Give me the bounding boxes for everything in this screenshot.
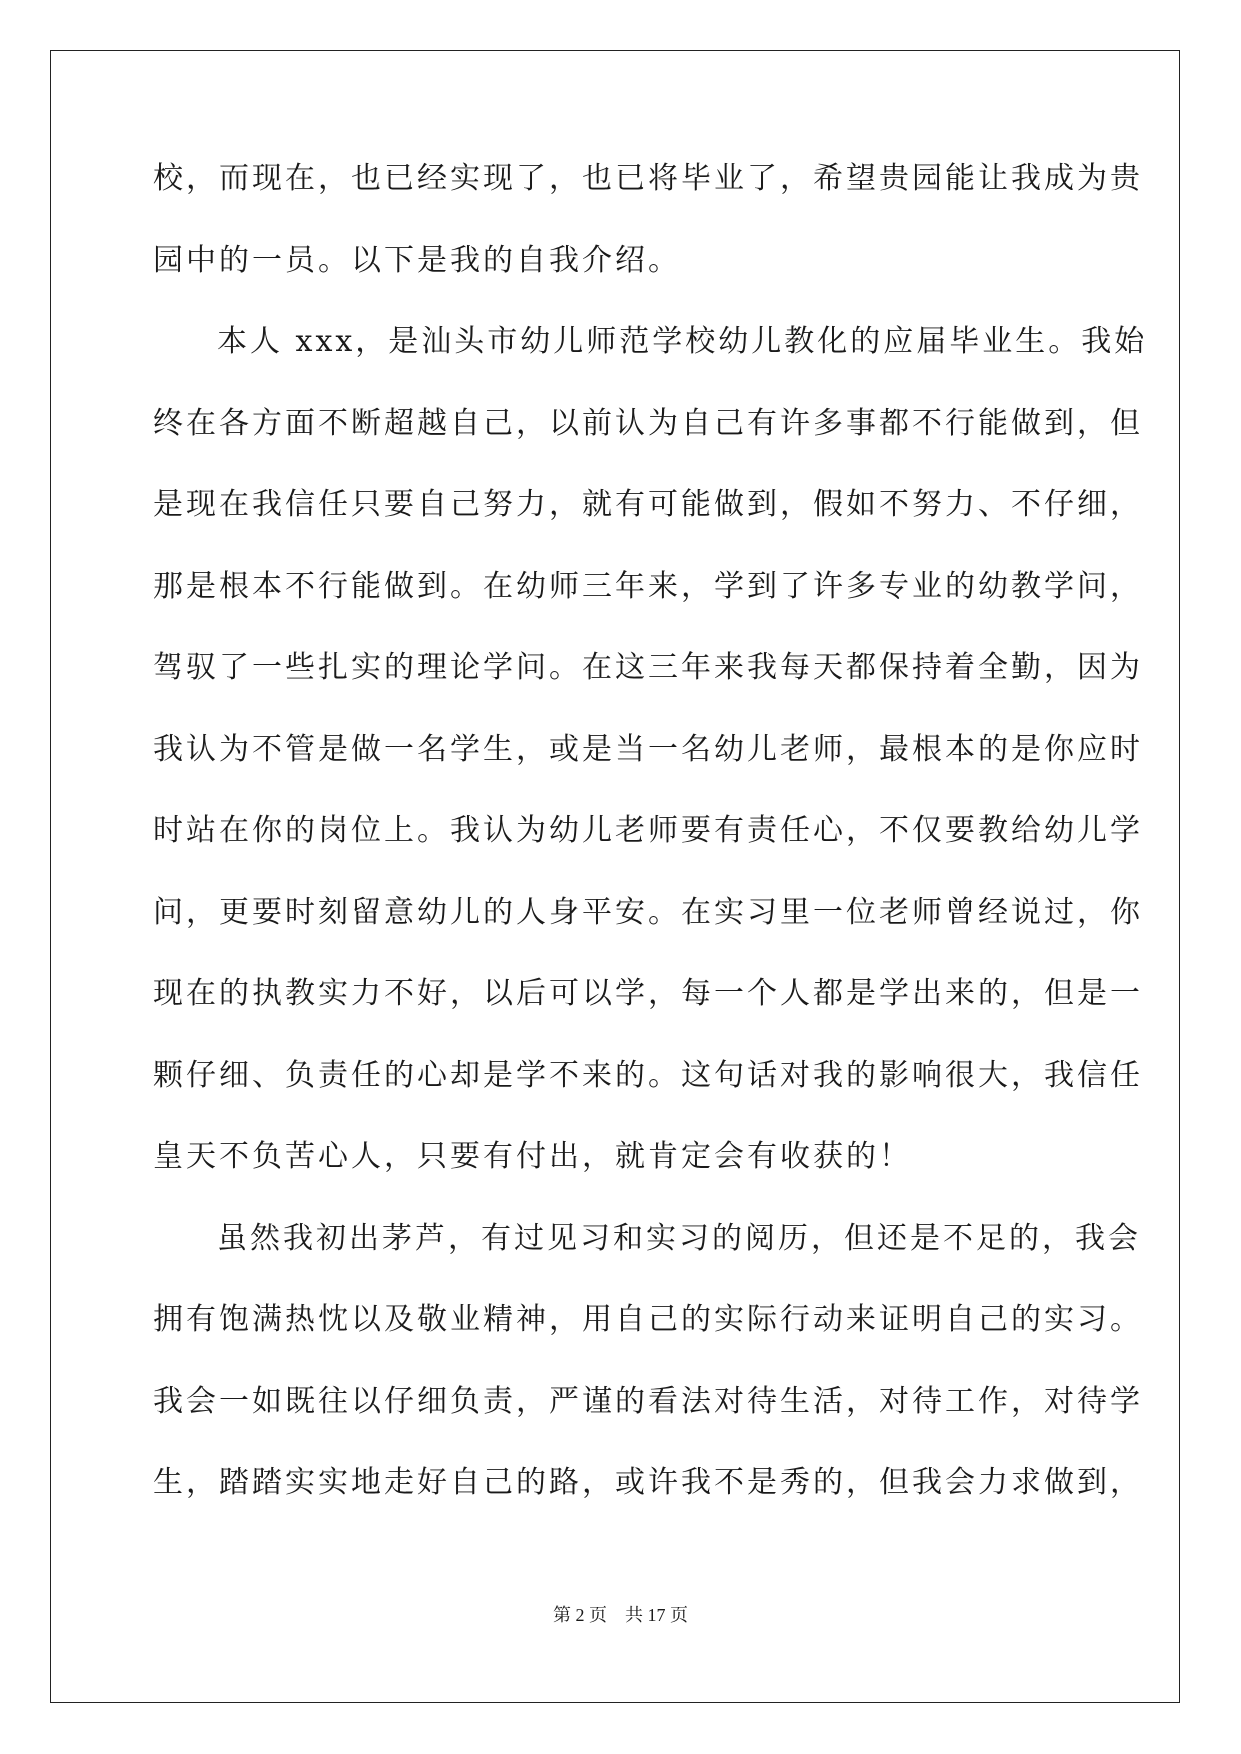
text-line: 我会一如既往以仔细负责，严谨的看法对待生活，对待工作，对待学 (153, 1383, 1143, 1419)
text-line: 园中的一员。以下是我的自我介绍。 (153, 242, 681, 278)
text-line: 颗仔细、负责任的心却是学不来的。这句话对我的影响很大，我信任 (153, 1057, 1143, 1093)
text-line: 是现在我信任只要自己努力，就有可能做到，假如不努力、不仔细， (153, 487, 1143, 522)
text-line: 问，更要时刻留意幼儿的人身平安。在实习里一位老师曾经说过，你 (153, 894, 1143, 930)
text-line: 虽然我初出茅芦，有过见习和实习的阅历，但还是不足的，我会 (217, 1220, 1141, 1256)
text-line: 生，踏踏实实地走好自己的路，或许我不是秀的，但我会力求做到， (153, 1465, 1143, 1500)
text-line: 本人 xxx，是汕头市幼儿师范学校幼儿教化的应届毕业生。我始 (217, 324, 1148, 359)
text-line: 拥有饱满热忱以及敬业精神，用自己的实际行动来证明自己的实习。 (153, 1302, 1143, 1337)
text-line: 皇天不负苦心人，只要有付出，就肯定会有收获的！ (153, 1139, 912, 1174)
text-line: 那是根本不行能做到。在幼师三年来，学到了许多专业的幼教学问， (153, 568, 1143, 604)
document-body (153, 160, 1148, 1546)
text-line: 现在的执教实力不好，以后可以学，每一个人都是学出来的，但是一 (153, 976, 1143, 1011)
page-number-footer: 第 2 页 共 17 页 (553, 1605, 688, 1625)
text-line: 时站在你的岗位上。我认为幼儿老师要有责任心，不仅要教给幼儿学 (153, 813, 1143, 848)
text-line: 驾驭了一些扎实的理论学问。在这三年来我每天都保持着全勤，因为 (153, 650, 1143, 685)
text-line: 终在各方面不断超越自己，以前认为自己有许多事都不行能做到，但 (153, 405, 1143, 441)
text-line: 校，而现在，也已经实现了，也已将毕业了，希望贵园能让我成为贵 (153, 161, 1143, 196)
text-line: 我认为不管是做一名学生，或是当一名幼儿老师，最根本的是你应时 (153, 731, 1143, 767)
